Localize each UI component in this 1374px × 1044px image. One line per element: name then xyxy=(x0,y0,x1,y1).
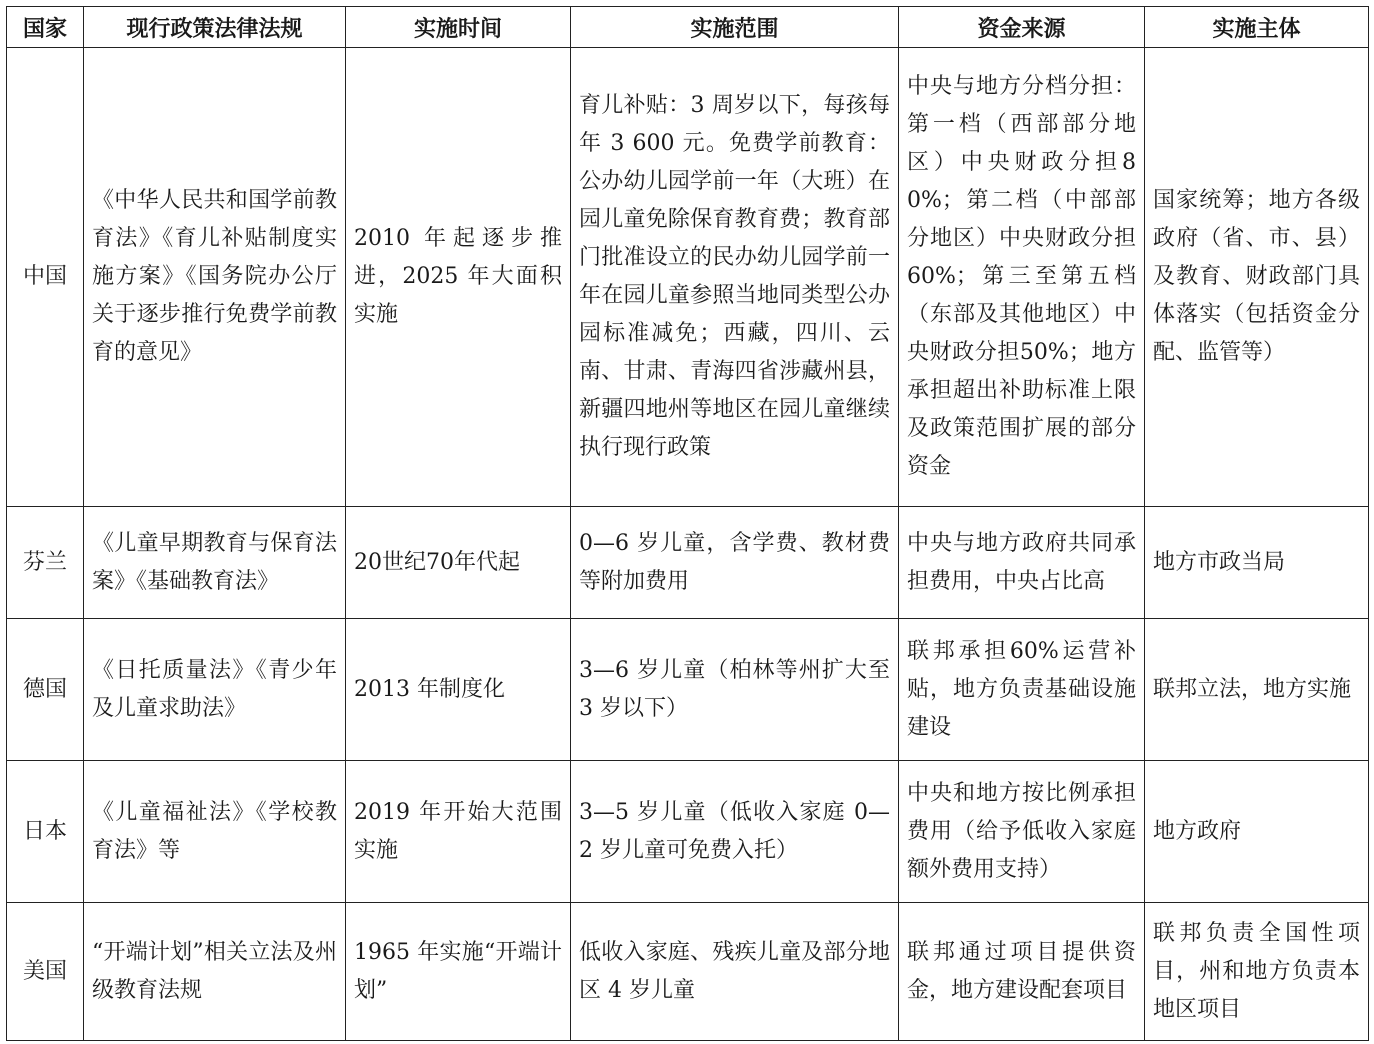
agent-cell: 国家统筹；地方各级政府（省、市、县）及教育、财政部门具体落实（包括资金分配、监管等） xyxy=(1145,48,1369,507)
header-law: 现行政策法律法规 xyxy=(84,7,346,48)
country-cell: 美国 xyxy=(7,903,84,1041)
time-cell: 2010 年起逐步推进，2025 年大面积实施 xyxy=(346,48,571,507)
time-cell: 2019 年开始大范围实施 xyxy=(346,761,571,903)
funding-cell: 中央与地方政府共同承担费用，中央占比高 xyxy=(899,507,1145,619)
header-row xyxy=(7,7,1369,48)
country-cell: 中国 xyxy=(7,48,84,507)
scope-cell: 育儿补贴：3 周岁以下，每孩每年 3 600 元。免费学前教育：公办幼儿园学前一年（大班）在园儿童免除保育教育费；教育部门批准设立的民办幼儿园学前一年在园儿童参照当地同类型公办园标准减免；西藏，四川、云南、甘肃、青海四省涉藏州县，新疆四地州等地区在园儿童继续执行现行政策 xyxy=(571,48,899,507)
time-cell: 2013 年制度化 xyxy=(346,619,571,761)
header-agent: 实施主体 xyxy=(1145,7,1369,48)
time-cell: 1965 年实施“开端计划” xyxy=(346,903,571,1041)
table-row xyxy=(7,507,1369,619)
scope-cell: 3—5 岁儿童（低收入家庭 0—2 岁儿童可免费入托） xyxy=(571,761,899,903)
law-cell: 《儿童早期教育与保育法案》《基础教育法》 xyxy=(84,507,346,619)
agent-cell: 地方市政当局 xyxy=(1145,507,1369,619)
scope-cell: 低收入家庭、残疾儿童及部分地区 4 岁儿童 xyxy=(571,903,899,1041)
agent-cell: 联邦负责全国性项目，州和地方负责本地区项目 xyxy=(1145,903,1369,1041)
law-cell: “开端计划”相关立法及州级教育法规 xyxy=(84,903,346,1041)
agent-cell: 地方政府 xyxy=(1145,761,1369,903)
agent-cell: 联邦立法，地方实施 xyxy=(1145,619,1369,761)
law-cell: 《中华人民共和国学前教育法》《育儿补贴制度实施方案》《国务院办公厅关于逐步推行免费学前教育的意见》 xyxy=(84,48,346,507)
header-funding: 资金来源 xyxy=(899,7,1145,48)
scope-cell: 0—6 岁儿童，含学费、教材费等附加费用 xyxy=(571,507,899,619)
country-cell: 芬兰 xyxy=(7,507,84,619)
country-cell: 日本 xyxy=(7,761,84,903)
funding-cell: 联邦通过项目提供资金，地方建设配套项目 xyxy=(899,903,1145,1041)
header-country: 国家 xyxy=(7,7,84,48)
funding-cell: 中央和地方按比例承担费用（给予低收入家庭额外费用支持） xyxy=(899,761,1145,903)
table-row xyxy=(7,48,1369,507)
table-row xyxy=(7,619,1369,761)
funding-cell: 联邦承担60%运营补贴，地方负责基础设施建设 xyxy=(899,619,1145,761)
law-cell: 《日托质量法》《青少年及儿童求助法》 xyxy=(84,619,346,761)
header-time: 实施时间 xyxy=(346,7,571,48)
funding-cell: 中央与地方分档分担：第一档（西部部分地区）中央财政分担80%；第二档（中部部分地区）中央财政分担60%；第三至第五档（东部及其他地区）中央财政分担50%；地方承担超出补助标准上限及政策范围扩展的部分资金 xyxy=(899,48,1145,507)
scope-cell: 3—6 岁儿童（柏林等州扩大至 3 岁以下） xyxy=(571,619,899,761)
time-cell: 20世纪70年代起 xyxy=(346,507,571,619)
header-scope: 实施范围 xyxy=(571,7,899,48)
country-cell: 德国 xyxy=(7,619,84,761)
table-row xyxy=(7,903,1369,1041)
table-row xyxy=(7,761,1369,903)
law-cell: 《儿童福祉法》《学校教育法》等 xyxy=(84,761,346,903)
policy-comparison-table xyxy=(6,6,1369,1041)
